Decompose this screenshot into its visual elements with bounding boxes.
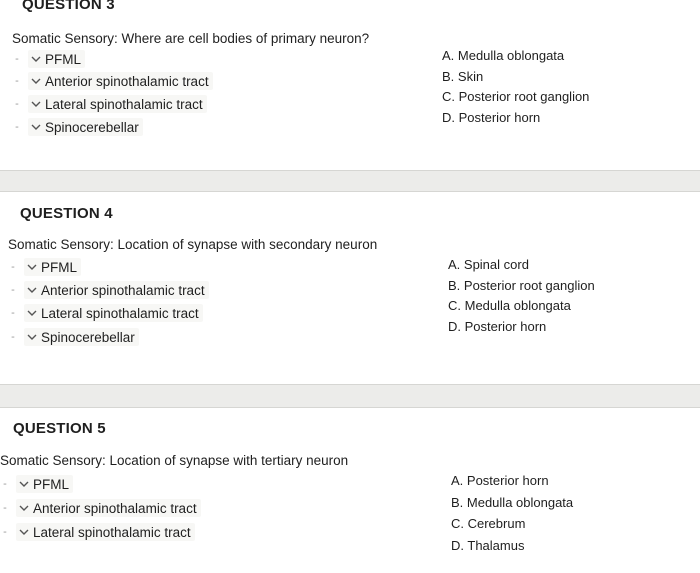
dash-marker: - bbox=[11, 261, 15, 273]
question-divider bbox=[0, 170, 700, 192]
answer-dropdown[interactable] bbox=[28, 95, 207, 113]
answer-dropdown[interactable] bbox=[28, 72, 213, 90]
dash-marker: - bbox=[3, 502, 7, 514]
answer-row bbox=[8, 257, 81, 277]
option-item: B. Posterior root ganglion bbox=[448, 277, 595, 293]
answer-dropdown[interactable] bbox=[28, 118, 143, 136]
answer-dropdown[interactable] bbox=[16, 475, 73, 493]
dropdown-label: Lateral spinothalamic tract bbox=[33, 524, 191, 540]
option-item: A. Posterior horn bbox=[451, 473, 549, 488]
chevron-down-icon bbox=[18, 503, 30, 513]
chevron-down-icon bbox=[26, 285, 38, 295]
answer-dropdown[interactable] bbox=[16, 499, 201, 517]
answer-row bbox=[12, 49, 85, 69]
option-item: B. Medulla oblongata bbox=[451, 494, 574, 510]
option-item: D. Posterior horn bbox=[448, 318, 547, 334]
dropdown-label: Spinocerebellar bbox=[41, 329, 135, 345]
chevron-down-icon bbox=[30, 54, 42, 64]
dash-marker: - bbox=[11, 331, 15, 343]
answer-row bbox=[12, 94, 207, 114]
dash-marker: - bbox=[11, 284, 15, 296]
dash-marker: - bbox=[15, 121, 19, 133]
question-title: QUESTION 3 bbox=[22, 0, 115, 13]
question-divider bbox=[0, 384, 700, 408]
answer-row bbox=[8, 327, 139, 347]
dash-marker: - bbox=[3, 478, 7, 490]
option-item: C. Medulla oblongata bbox=[448, 298, 571, 313]
dash-marker: - bbox=[3, 526, 7, 538]
answer-row bbox=[12, 71, 213, 91]
answer-row bbox=[8, 280, 209, 300]
question-prompt: Somatic Sensory: Location of synapse with secondary neuron bbox=[8, 237, 378, 252]
option-item: D. Posterior horn bbox=[442, 109, 541, 125]
dropdown-label: PFML bbox=[45, 51, 82, 67]
dash-marker: - bbox=[15, 98, 19, 110]
dash-marker: - bbox=[15, 53, 19, 65]
question-title: QUESTION 4 bbox=[20, 205, 113, 222]
chevron-down-icon bbox=[26, 308, 38, 318]
answer-options bbox=[448, 255, 595, 337]
dropdown-label: Anterior spinothalamic tract bbox=[33, 500, 197, 516]
answer-dropdown[interactable] bbox=[24, 281, 209, 299]
answer-dropdown[interactable] bbox=[28, 50, 85, 68]
dash-marker: - bbox=[11, 307, 15, 319]
answer-row bbox=[0, 522, 195, 542]
answer-dropdown[interactable] bbox=[24, 328, 139, 346]
answer-dropdown[interactable] bbox=[16, 523, 195, 541]
chevron-down-icon bbox=[30, 122, 42, 132]
answer-row bbox=[0, 474, 73, 494]
option-item: C. Posterior root ganglion bbox=[442, 89, 590, 104]
question-title: QUESTION 5 bbox=[13, 420, 106, 437]
dropdown-label: Anterior spinothalamic tract bbox=[41, 282, 205, 298]
answer-options bbox=[442, 46, 589, 128]
question-4-panel bbox=[0, 192, 700, 384]
answer-options bbox=[451, 470, 573, 556]
dropdown-label: PFML bbox=[41, 259, 78, 275]
answer-row bbox=[0, 498, 201, 518]
chevron-down-icon bbox=[18, 479, 30, 489]
option-item: A. Spinal cord bbox=[448, 257, 529, 272]
question-3-panel bbox=[0, 0, 700, 170]
dropdown-label: Spinocerebellar bbox=[45, 119, 139, 135]
answer-row bbox=[8, 303, 203, 323]
question-prompt: Somatic Sensory: Where are cell bodies of primary neuron? bbox=[12, 31, 370, 46]
dropdown-label: Lateral spinothalamic tract bbox=[41, 305, 199, 321]
option-item: B. Skin bbox=[442, 68, 484, 84]
option-item: A. Medulla oblongata bbox=[442, 48, 565, 63]
answer-dropdown[interactable] bbox=[24, 304, 203, 322]
question-5-panel bbox=[0, 408, 700, 573]
option-item: C. Cerebrum bbox=[451, 516, 526, 531]
option-item: D. Thalamus bbox=[451, 537, 525, 553]
chevron-down-icon bbox=[30, 99, 42, 109]
dropdown-label: PFML bbox=[33, 476, 70, 492]
chevron-down-icon bbox=[26, 262, 38, 272]
dash-marker: - bbox=[15, 75, 19, 87]
question-prompt: Somatic Sensory: Location of synapse with tertiary neuron bbox=[0, 453, 349, 468]
answer-row bbox=[12, 117, 143, 137]
answer-dropdown[interactable] bbox=[24, 258, 81, 276]
dropdown-label: Lateral spinothalamic tract bbox=[45, 96, 203, 112]
chevron-down-icon bbox=[30, 76, 42, 86]
dropdown-label: Anterior spinothalamic tract bbox=[45, 73, 209, 89]
chevron-down-icon bbox=[18, 527, 30, 537]
chevron-down-icon bbox=[26, 332, 38, 342]
